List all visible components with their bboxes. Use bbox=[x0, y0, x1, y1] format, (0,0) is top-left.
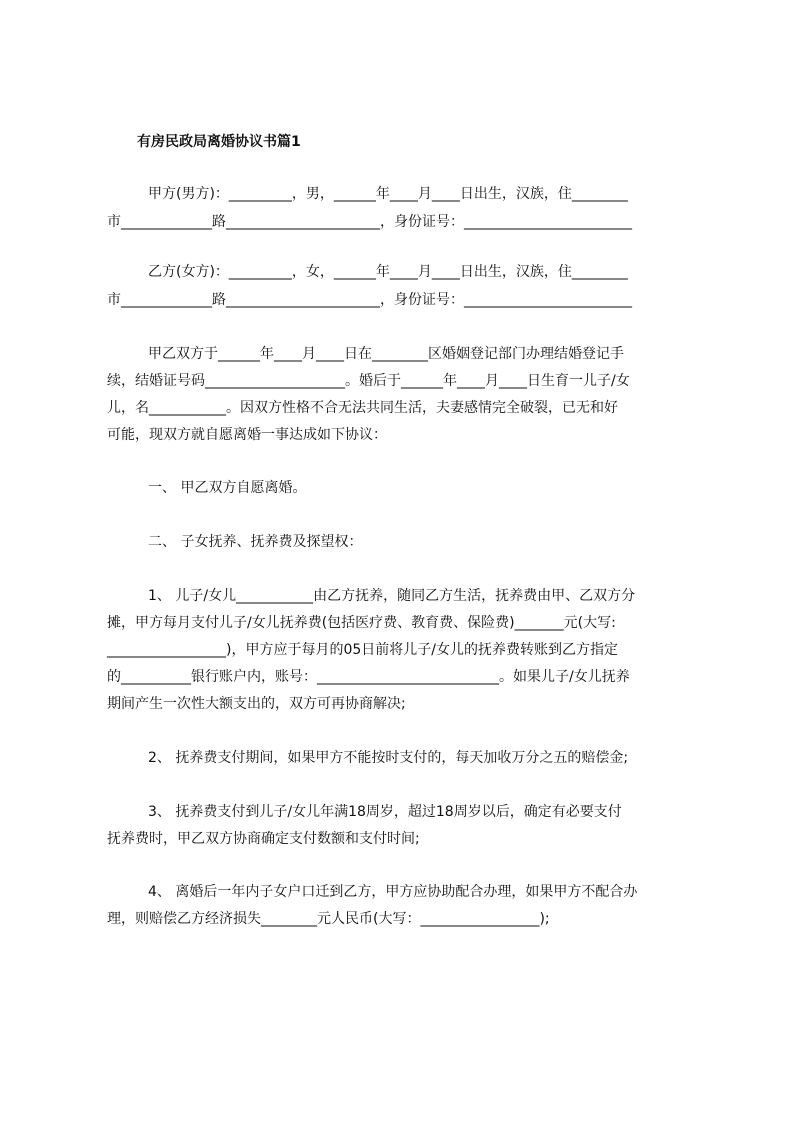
party-a-line-2: 市_____________路______________________，身份证号：________________________ bbox=[107, 214, 632, 230]
section-1-heading: 一、 甲乙双方自愿离婚。 bbox=[148, 480, 307, 496]
item-3-line-2: 抚养费时，甲乙双方协商确定支付数额和支付时间; bbox=[107, 831, 420, 847]
item-1-line-5: 期间产生一次性大额支出的，双方可再协商解决; bbox=[107, 696, 406, 712]
section-2-heading: 二、 子女抚养、抚养费及探望权： bbox=[148, 534, 363, 550]
item-1-line-3: _________________)，甲方应于每月的05日前将儿子/女儿的抚养费转账到乙方指定 bbox=[107, 642, 618, 658]
item-2-line-1: 2、 抚养费支付期间，如果甲方不能按时支付的，每天加收万分之五的赔偿金; bbox=[148, 750, 629, 766]
item-3-line-1: 3、 抚养费支付到儿子/女儿年满18周岁，超过18周岁以后，确定有必要支付 bbox=[148, 804, 622, 820]
intro-line-2: 续，结婚证号码____________________。婚后于______年____月____日生育一儿子/女 bbox=[107, 373, 630, 389]
item-1-line-4: 的__________银行账户内，账号：__________________________。如果儿子/女儿抚养 bbox=[107, 669, 630, 685]
document-title: 有房民政局离婚协议书篇1 bbox=[137, 134, 301, 150]
item-1-line-1: 1、 儿子/女儿___________由乙方抚养，随同乙方生活，抚养费由甲、乙双方分 bbox=[148, 588, 636, 604]
party-b-line-2: 市_____________路______________________，身份证号：________________________ bbox=[107, 292, 632, 308]
intro-line-3: 儿，名___________。因双方性格不合无法共同生活，夫妻感情完全破裂，已无和好 bbox=[107, 400, 618, 416]
intro-line-1: 甲乙双方于______年____月____日在________区婚姻登记部门办理结婚登记手 bbox=[148, 346, 624, 362]
party-a-line-1: 甲方(男方)：_________，男，______年____月____日出生，汉族，住________ bbox=[148, 186, 628, 202]
item-4-line-2: 理，则赔偿乙方经济损失________元人民币(大写：_________________); bbox=[107, 911, 550, 927]
intro-line-4: 可能，现双方就自愿离婚一事达成如下协议： bbox=[107, 427, 387, 443]
item-4-line-1: 4、 离婚后一年内子女户口迁到乙方，甲方应协助配合办理，如果甲方不配合办 bbox=[148, 884, 638, 900]
party-b-line-1: 乙方(女方)：_________，女，______年____月____日出生，汉族，住________ bbox=[148, 264, 628, 280]
item-1-line-2: 摊，甲方每月支付儿子/女儿抚养费(包括医疗费、教育费、保险费)_______元(大写: bbox=[107, 615, 616, 631]
